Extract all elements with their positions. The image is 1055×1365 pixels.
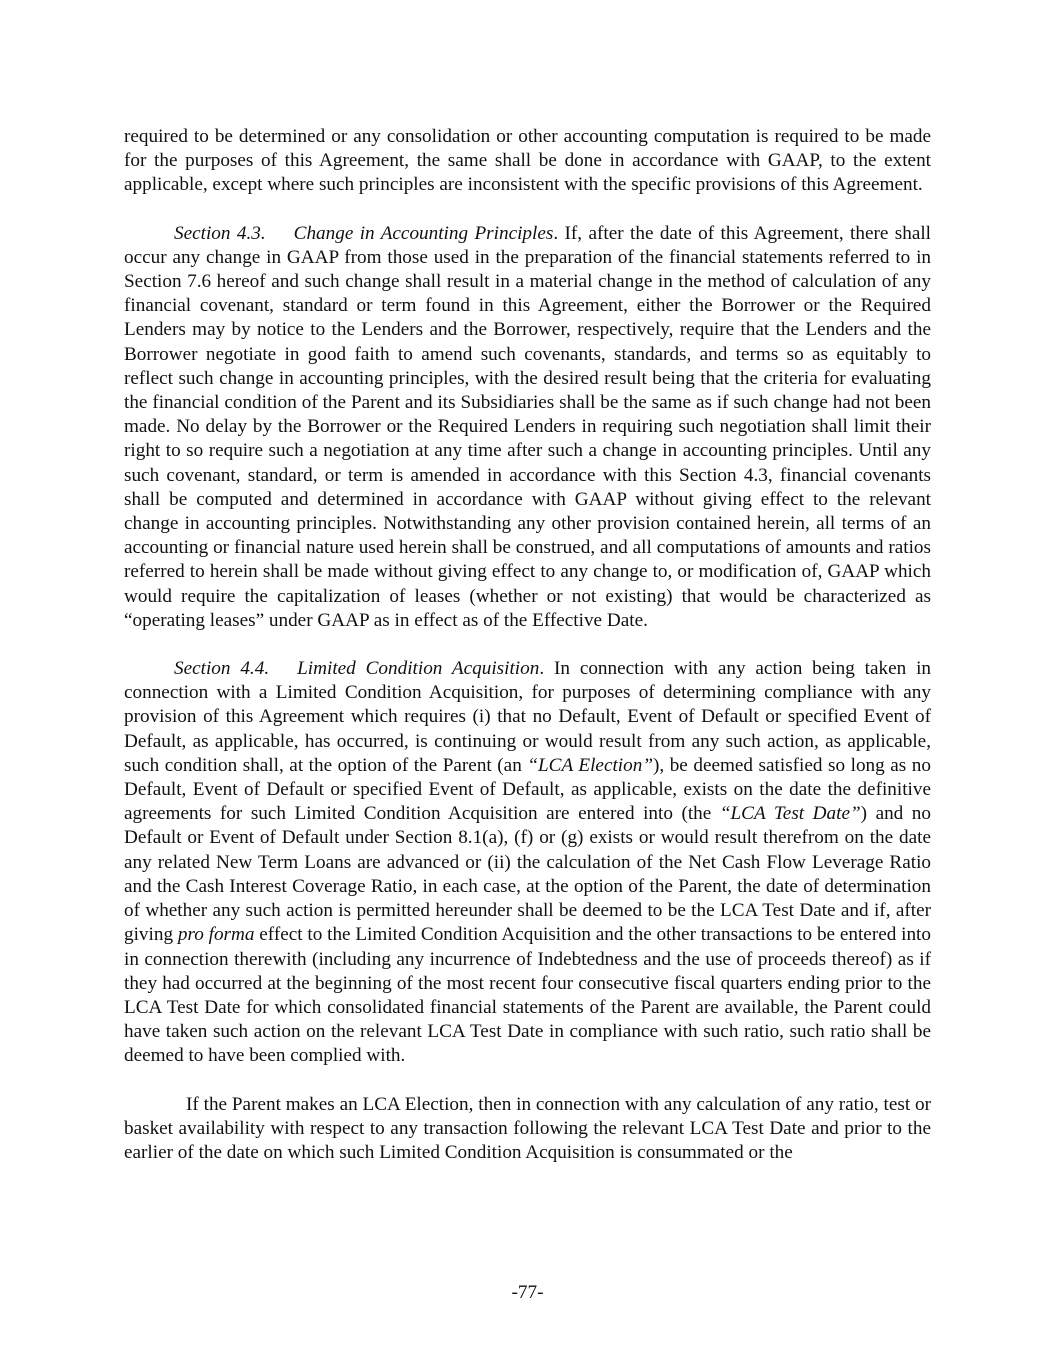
section-4-3-number: Section 4.3. <box>174 222 266 244</box>
paragraph-lca-election-text: If the Parent makes an LCA Election, then in connection with any calculation of any ratio, test or basket availability with respect to any transaction following the relevant LCA Test Date and prior to the earlier of the date on which such Limited Condition Acquisition is consummated or the <box>124 1093 931 1163</box>
section-4-3-title: Change in Accounting Principles <box>293 222 554 244</box>
section-4-3-body: . If, after the date of this Agreement, there shall occur any change in GAAP from those used in the preparation of the financial statements referred to in Section 7.6 hereof and such change shall result in a material change in the method of calculation of any financial covenant, standard or term found in this Agreement, either the Borrower or the Required Lenders may by notice to the Lenders and the Borrower, respectively, require that the Lenders and the Borrower negotiate in good faith to amend such covenants, standards, and terms so as equitably to reflect such change in accounting principles, with the desired result being that the criteria for evaluating the financial condition of the Parent and its Subsidiaries shall be the same as if such change had not been made. No delay by the Borrower or the Required Lenders in requiring such negotiation shall limit their right to so require such a negotiation at any time after such a change in accounting principles. Until any such covenant, standard, or term is amended in accordance with this Section 4.3, financial covenants shall be computed and determined in accordance with GAAP without giving effect to the relevant change in accounting principles. Notwithstanding any other provision contained herein, all terms of an accounting or financial nature used herein shall be construed, and all computations of amounts and ratios referred to herein shall be made without giving effect to any change to, or modification of, GAAP which would require the capitalization of leases (whether or not existing) that would be characterized as “operating leases” under GAAP as in effect as of the Effective Date. <box>124 222 931 631</box>
section-4-4-number: Section 4.4. <box>174 658 270 680</box>
section-4-4-body-part-4: effect to the Limited Condition Acquisition and the other transactions to be entered into in connection therewith (including any incurrence of Indebtedness and the use of proceeds thereof) as if they had occurred at the beginning of the most recent four consecutive fiscal quarters ending prior to the LCA Test Date for which consolidated financial statements of the Parent are available, the Parent could have taken such action on the relevant LCA Test Date in compliance with such ratio, such ratio shall be deemed to have been complied with. <box>124 924 931 1067</box>
section-4-4-title: Limited Condition Acquisition <box>297 658 540 680</box>
term-pro-forma: pro forma <box>177 924 255 946</box>
defined-term-lca-test-date: “LCA Test Date” <box>719 803 861 825</box>
section-4-4 <box>124 657 931 1068</box>
paragraph-continuation <box>124 125 931 198</box>
page-number: -77- <box>511 1282 544 1303</box>
document-body <box>124 125 931 1189</box>
paragraph-continuation-text: required to be determined or any consolidation or other accounting computation is required to be made for the purposes of this Agreement, the same shall be done in accordance with GAAP, to the extent applicable, except where such principles are inconsistent with the specific provisions of this Agreement. <box>124 126 931 196</box>
paragraph-lca-election <box>124 1093 931 1166</box>
defined-term-lca-election: “LCA Election” <box>527 754 653 776</box>
section-4-4-body-part-3: ) and no Default or Event of Default under Section 8.1(a), (f) or (g) exists or would result therefrom on the date any related New Term Loans are advanced or (ii) the calculation of the Net Cash Flow Leverage Ratio and the Cash Interest Coverage Ratio, in each case, at the option of the Parent, the date of determination of whether any such action is permitted hereunder shall be deemed to be the LCA Test Date and if, after giving <box>124 803 931 946</box>
section-4-4-body-part-1: . In connection with any action being taken in connection with a Limited Condition Acquisition, for purposes of determining compliance with any provision of this Agreement which requires (i) that no Default, Event of Default or specified Event of Default, as applicable, has occurred, is continuing or would result from any such action, as applicable, such condition shall, at the option of the Parent (an <box>124 658 931 776</box>
section-4-4-body-part-2: ), be deemed satisfied so long as no Default, Event of Default or specified Event of Default, as applicable, exists on the date the definitive agreements for such Limited Condition Acquisition are entered into (the <box>124 754 931 825</box>
section-4-3 <box>124 222 931 633</box>
